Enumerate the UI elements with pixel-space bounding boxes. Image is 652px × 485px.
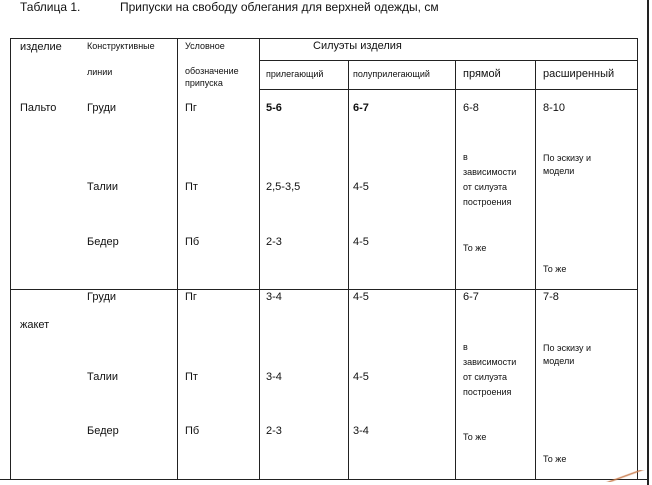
coat-straight-same: То же [463, 243, 487, 253]
jacket-line-hips: Бедер [87, 425, 119, 437]
coat-line-waist: Талии [87, 181, 119, 193]
jacket-straight-note-line: зависимости [463, 357, 517, 367]
coat-symbol-chest: Пг [185, 102, 197, 114]
header-silhouettes: Силуэты изделия [313, 40, 402, 52]
coat-symbol-waist: Пт [185, 181, 198, 193]
col-divider-3 [348, 60, 349, 480]
jacket-semi-hips: 3-4 [353, 425, 369, 437]
coat-flared-chest: 8-10 [543, 102, 566, 114]
jacket-straight-note [463, 340, 533, 400]
coat-straight-note [463, 150, 533, 210]
right-outer-edge [647, 0, 649, 485]
corner-mark [605, 470, 645, 482]
header-product: изделие [20, 41, 62, 53]
jacket-semi-waist: 4-5 [353, 371, 369, 383]
table-bottom-border [0, 479, 648, 480]
jacket-flared-note [543, 342, 633, 368]
jacket-semi-chest: 4-5 [353, 291, 369, 303]
jacket-straight-note-line: построения [463, 387, 512, 397]
col-divider-5 [535, 60, 536, 480]
header-symbol-1: Условное [185, 41, 225, 51]
jacket-line-chest: Груди [87, 291, 117, 303]
jacket-fitted-chest: 3-4 [266, 291, 282, 303]
coat-fitted-hips: 2-3 [266, 236, 282, 248]
jacket-flared-same: То же [543, 454, 567, 464]
table-caption: Припуски на свободу облегания для верхней одежды, см [120, 0, 439, 14]
left-border [10, 38, 11, 480]
coat-straight-note-line: зависимости [463, 167, 517, 177]
jacket-straight-note-line: от силуэта [463, 372, 508, 382]
jacket-symbol-hips: Пб [185, 425, 200, 437]
table-top-border [10, 38, 638, 39]
right-border [637, 38, 638, 480]
jacket-straight-same: То же [463, 432, 487, 442]
coat-fitted-waist: 2,5-3,5 [266, 181, 301, 193]
jacket-flared-note-line: По эскизу и [543, 343, 592, 353]
header-lines-1: Конструктивные [87, 41, 155, 51]
coat-symbol-hips: Пб [185, 236, 200, 248]
jacket-fitted-waist: 3-4 [266, 371, 282, 383]
coat-flared-same: То же [543, 264, 567, 274]
jacket-straight-note-line: в [463, 342, 468, 352]
coat-line-hips: Бедер [87, 236, 119, 248]
jacket-product: жакет [20, 319, 50, 331]
header-sil-straight: прямой [463, 68, 501, 80]
jacket-line-waist: Талии [87, 371, 119, 383]
header-symbol-3: припуска [185, 78, 223, 88]
header-lines-2: линии [87, 67, 113, 77]
col-divider-1 [177, 38, 178, 480]
jacket-symbol-waist: Пт [185, 371, 198, 383]
header-bottom-border [259, 89, 638, 90]
coat-semi-waist: 4-5 [353, 181, 369, 193]
coat-line-chest: Груди [87, 102, 117, 114]
coat-flared-note-line: По эскизу и [543, 153, 592, 163]
header-sub-border [259, 60, 638, 61]
section-divider [10, 289, 638, 290]
header-sil-semi: полуприлегающий [353, 69, 430, 79]
coat-straight-note-line: в [463, 152, 468, 162]
header-symbol-2: обозначение [185, 66, 239, 76]
header-sil-flared: расширенный [543, 68, 615, 80]
header-sil-fitted: прилегающий [266, 69, 324, 79]
jacket-flared-note-line: модели [543, 356, 575, 366]
coat-straight-note-line: построения [463, 197, 512, 207]
jacket-fitted-hips: 2-3 [266, 425, 282, 437]
col-divider-2 [259, 38, 260, 480]
coat-flared-note [543, 152, 633, 178]
coat-straight-note-line: от силуэта [463, 182, 508, 192]
coat-semi-hips: 4-5 [353, 236, 369, 248]
col-divider-4 [455, 60, 456, 480]
coat-semi-chest: 6-7 [353, 102, 369, 114]
coat-straight-chest: 6-8 [463, 102, 479, 114]
jacket-straight-chest: 6-7 [463, 291, 479, 303]
table-caption-label: Таблица 1. [20, 0, 81, 14]
coat-flared-note-line: модели [543, 166, 575, 176]
coat-fitted-chest: 5-6 [266, 102, 282, 114]
jacket-flared-chest: 7-8 [543, 291, 559, 303]
jacket-symbol-chest: Пг [185, 291, 197, 303]
coat-product: Пальто [20, 102, 57, 114]
